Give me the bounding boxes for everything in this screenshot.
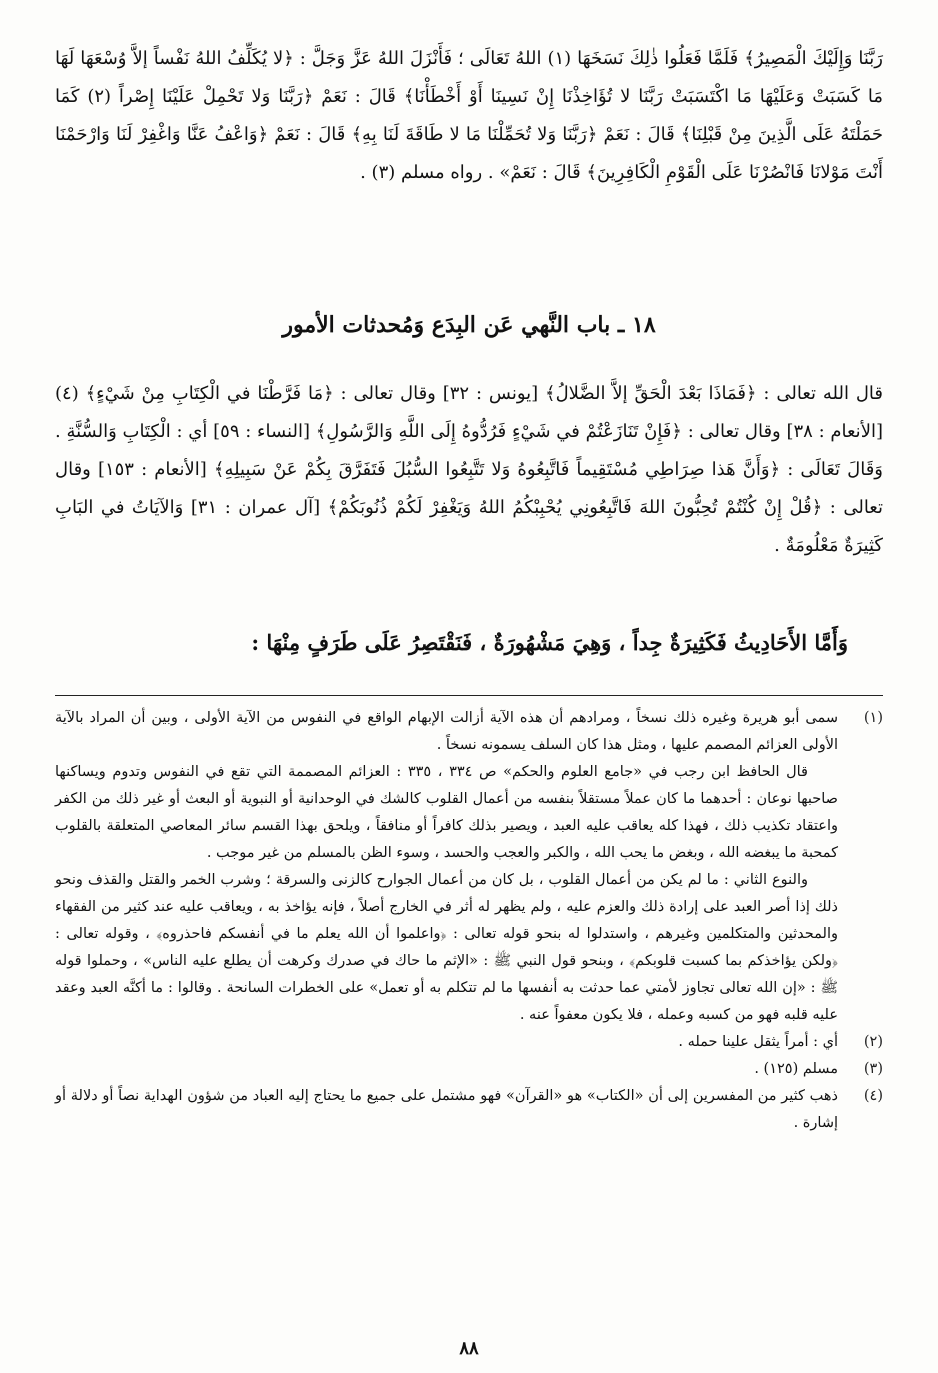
footnote-3 xyxy=(55,1056,883,1083)
footnote-paragraph: والنوع الثاني : ما لم يكن من أعمال القلوب ، بل كان من أعمال الجوارح كالزنى والسرقة ؛ وشرب الخمر والقتل والقذف ونحو ذلك إذا أصر العبد على إرادة ذلك والعزم عليه ، ولم يظهر له أثر في الخارج أصلاً ، فإنه يؤاخذ به ، ويعاقب عليه عند كثير من الفقهاء والمحدثين والمتكلمين وغيرهم ، واستدلوا له بنحو قوله تعالى : ﴿واعلموا أن الله يعلم ما في أنفسكم فاحذروه﴾ ، وقوله تعالى : ﴿ولكن يؤاخذكم بما كسبت قلوبكم﴾ ، وبنحو قول النبي ﷺ : «الإثم ما حاك في صدرك وكرهت أن يطلع عليه الناس» ، وحملوا قوله ﷺ : «إن الله تعالى تجاوز لأمتي عما حدثت به أنفسها ما لم تتكلم به أو تعمل» على الخطرات السانحة . وقالوا : ما أكنَّه العبد وعقد عليه قلبه فهو من كسبه وعمله ، فلا يكون معفواً عنه . xyxy=(55,872,838,1023)
book-page xyxy=(55,30,883,1373)
footnote-number: (١) xyxy=(863,710,883,726)
chapter-title: ١٨ ـ باب النَّهي عَن البِدَع وَمُحدثات الأمور xyxy=(282,312,656,338)
footnote-paragraph: ذهب كثير من المفسرين إلى أن «الكتاب» هو «القرآن» فهو مشتمل على جميع ما يحتاج إليه العباد من شؤون الهداية نصاً أو دلالة أو إشارة . xyxy=(55,1088,838,1131)
footnote-separator xyxy=(55,695,883,696)
footnote-number: (٣) xyxy=(863,1061,883,1077)
footnote-body xyxy=(55,1083,838,1137)
hadith-intro-line: وَأَمَّا الأَحَادِيثُ فَكَثِيرَةٌ جِداً ، وَهِيَ مَشْهُورَةٌ ، فَنَقْتَصِرُ عَلَى طَرَفٍ مِنْهَا : xyxy=(251,630,848,655)
page-number: ٨٨ xyxy=(459,1338,479,1359)
footnote-paragraph: أي : أمراً يثقل علينا حمله . xyxy=(678,1034,838,1050)
footnote-1 xyxy=(55,705,883,1029)
footnote-number: (٢) xyxy=(863,1034,883,1050)
footnote-2 xyxy=(55,1029,883,1056)
footnote-paragraph: سمى أبو هريرة وغيره ذلك نسخاً ، ومرادهم أن هذه الآية أزالت الإبهام الواقع في النفوس من الآية الأولى ، وبين أن المراد بالآية الأولى العزائم المصمم عليها ، ومثل هذا كان السلف يسمونه نسخاً . xyxy=(55,710,838,753)
footnote-number: (٤) xyxy=(863,1088,883,1104)
footnote-body xyxy=(55,1029,838,1056)
footnote-4 xyxy=(55,1083,883,1137)
main-text-continuation xyxy=(55,40,883,192)
top-paragraph: رَبَّنَا وَإِلَيْكَ الْمَصِيرُ﴾ فَلَمَّا فَعَلُوا ذٰلِكَ نَسَخَهَا (١) اللهُ تَعَالَى ؛ فَأَنْزَلَ اللهُ عَزَّ وَجَلَّ : ﴿لا يُكَلِّفُ اللهُ نَفْساً إلاَّ وُسْعَهَا لَهَا مَا كَسَبَتْ وَعَلَيْهَا مَا اكْتَسَبَتْ رَبَّنَا لا تُؤَاخِذْنَا إِنْ نَسِينَا أَوْ أَخْطَأْنَا﴾ قَالَ : نَعَمْ ﴿رَبَّنَا وَلا تَحْمِلْ عَلَيْنَا إِصْراً (٢) كَمَا حَمَلْتَهُ عَلَى الَّذِينَ مِنْ قَبْلِنَا﴾ قَالَ : نَعَمْ ﴿رَبَّنَا وَلا تُحَمِّلْنَا مَا لا طَاقَةَ لَنَا بِهِ﴾ قَالَ : نَعَمْ ﴿وَاعْفُ عَنَّا وَاغْفِرْ لَنَا وَارْحَمْنَا أَنْتَ مَوْلانَا فَانْصُرْنَا عَلَى الْقَوْمِ الْكَافِرِينَ﴾ قَالَ : نَعَمْ» . رواه مسلم (٣) . xyxy=(55,48,883,183)
footnote-body xyxy=(55,705,838,1029)
footnote-paragraph: قال الحافظ ابن رجب في «جامع العلوم والحكم» ص ٣٣٤ ، ٣٣٥ : العزائم المصممة التي تقع في النفوس وتدوم ويساكنها صاحبها نوعان : أحدهما ما كان عملاً مستقلاً بنفسه من أعمال القلوب كالشك في الوحدانية أو النبوية أو البعث أو غير ذلك من الكفر واعتقاد تكذيب ذلك ، فهذا كله يعاقب عليه العبد ، ويصير بذلك كافراً أو منافقاً ، ويلحق بهذا القسم سائر المعاصي المتعلقة بالقلوب كمحبة ما يبغضه الله ، وبغض ما يحب الله ، والكبر والعجب والحسد ، وسوء الظن بالمسلم من غير موجب . xyxy=(55,764,838,861)
footnote-body xyxy=(55,1056,838,1083)
footnote-paragraph: مسلم (١٢٥) . xyxy=(754,1061,838,1077)
footnotes-section xyxy=(55,705,883,1137)
chapter-intro xyxy=(55,375,883,565)
intro-paragraph: قال الله تعالى : ﴿فَمَاذَا بَعْدَ الْحَقِّ إلاَّ الضَّلالُ﴾ [يونس : ٣٢] وقال تعالى : ﴿مَا فَرَّطْنَا في الْكِتَابِ مِنْ شَيْءٍ﴾ (٤) [الأنعام : ٣٨] وقال تعالى : ﴿فَإِنْ تَنَازَعْتُمْ في شَيْءٍ فَرُدُّوهُ إِلَى اللَّهِ وَالرَّسُولِ﴾ [النساء : ٥٩] أي : الْكِتَابِ وَالسُّنَّةِ . وَقَالَ تَعَالَى : ﴿وَأَنَّ هَذا صِرَاطِي مُسْتَقِيماً فَاتَّبِعُوهُ وَلا تَتَّبِعُوا السُّبُلَ فَتَفَرَّقَ بِكُمْ عَنْ سَبِيلِهِ﴾ [الأنعام : ١٥٣] وقال تعالى : ﴿قُلْ إِنْ كُنْتُمْ تُحِبُّونَ اللهَ فَاتَّبِعُونِي يُحْبِبْكُمُ اللهُ وَيَغْفِرْ لَكُمْ ذُنُوبَكُمْ﴾ [آل عمران : ٣١] وَالآيَاتُ في البَابِ كَثِيرَةٌ مَعْلُومَةٌ . xyxy=(55,383,883,556)
